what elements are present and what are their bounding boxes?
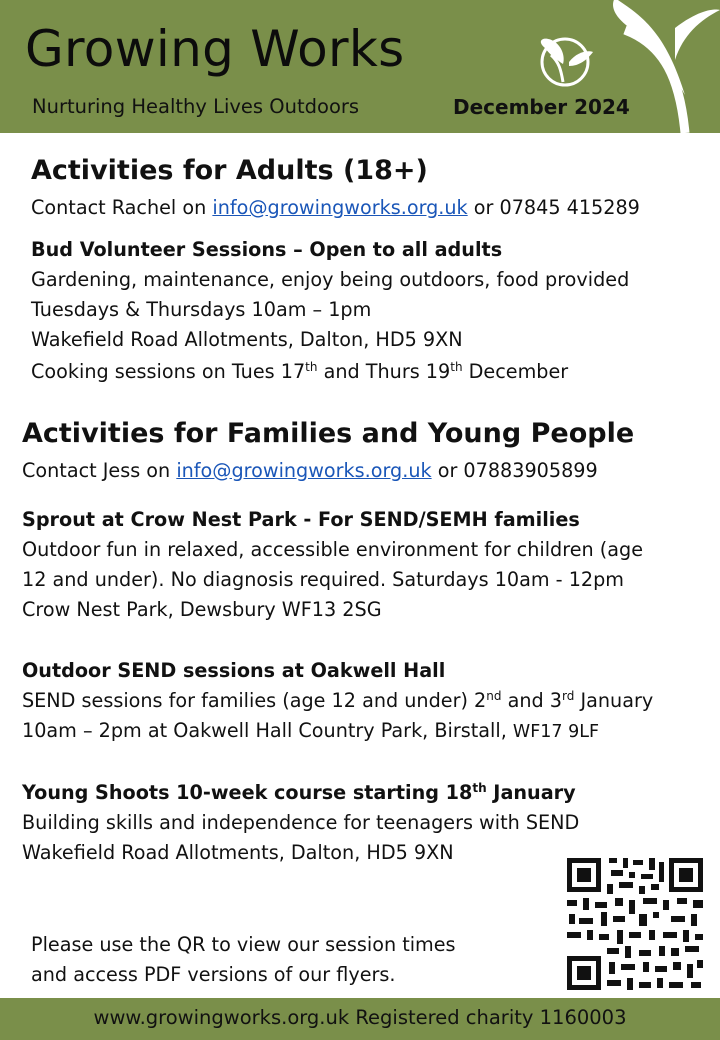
oakwell-line-2 (22, 716, 599, 747)
adults-section (31, 155, 428, 186)
qr-code[interactable] (559, 852, 711, 996)
oakwell-sup2: rd (562, 689, 575, 703)
oakwell-sup1: nd (486, 689, 502, 703)
oakwell-line-1 (22, 686, 653, 716)
qr-note-line-2: and access PDF versions of our flyers. (31, 963, 396, 986)
page-title: Growing Works (25, 20, 405, 78)
footer (0, 998, 720, 1040)
oakwell-c: January (574, 689, 654, 712)
cooking-a: Cooking sessions on Tues 17 (31, 360, 306, 383)
oakwell-a: SEND sessions for families (age 12 and under) 2 (22, 689, 487, 712)
header-banner (0, 0, 720, 133)
shoots-line-2: Wakefield Road Allotments, Dalton, HD5 9XN (22, 841, 454, 864)
shoots-title-a: Young Shoots 10-week course starting 18 (22, 781, 473, 804)
sprout-line-3: Crow Nest Park, Dewsbury WF13 2SG (22, 598, 382, 621)
cooking-c: December (462, 360, 569, 383)
cooking-sup2: th (450, 360, 463, 374)
bud-session-title: Bud Volunteer Sessions – Open to all adults (31, 238, 503, 261)
shoots-title-b: January (486, 781, 576, 804)
families-email-link[interactable]: info@growingworks.org.uk (176, 459, 432, 482)
adults-contact-suffix: or 07845 415289 (467, 196, 640, 219)
adults-contact-prefix: Contact Rachel on (31, 196, 213, 219)
qr-note-line-1: Please use the QR to view our session times (31, 933, 456, 956)
footer-text: www.growingworks.org.uk Registered charity 1160003 (93, 1006, 627, 1029)
bud-line-2: Tuesdays & Thursdays 10am – 1pm (31, 298, 372, 321)
sprout-line-1: Outdoor fun in relaxed, accessible environment for children (age (22, 538, 643, 561)
shoots-sup: th (472, 781, 487, 795)
tagline: Nurturing Healthy Lives Outdoors (32, 95, 360, 118)
families-contact-suffix: or 07883905899 (431, 459, 598, 482)
issue-date: December 2024 (453, 95, 630, 119)
families-heading: Activities for Families and Young People (22, 418, 635, 449)
cooking-line (31, 357, 568, 387)
families-contact (22, 456, 598, 486)
oakwell-title: Outdoor SEND sessions at Oakwell Hall (22, 659, 446, 682)
oakwell-postcode: WF17 9LF (512, 722, 600, 742)
cooking-b: and Thurs 19 (317, 360, 451, 383)
adults-contact (31, 193, 640, 223)
cooking-sup1: th (305, 360, 318, 374)
families-contact-prefix: Contact Jess on (22, 459, 177, 482)
bud-line-1: Gardening, maintenance, enjoy being outdoors, food provided (31, 268, 630, 291)
sprout-title: Sprout at Crow Nest Park - For SEND/SEMH families (22, 508, 580, 531)
shoots-title (22, 778, 576, 808)
adults-email-link[interactable]: info@growingworks.org.uk (212, 196, 468, 219)
oakwell-b: and 3 (501, 689, 563, 712)
sprout-line-2: 12 and under). No diagnosis required. Saturdays 10am - 12pm (22, 568, 624, 591)
families-section (22, 418, 634, 449)
shoots-line-1: Building skills and independence for teenagers with SEND (22, 811, 580, 834)
bud-line-3: Wakefield Road Allotments, Dalton, HD5 9XN (31, 328, 463, 351)
leaf-logo-icon (515, 0, 720, 133)
oakwell-line2-text: 10am – 2pm at Oakwell Hall Country Park, Birstall, (22, 719, 513, 742)
adults-heading: Activities for Adults (18+) (31, 155, 428, 186)
